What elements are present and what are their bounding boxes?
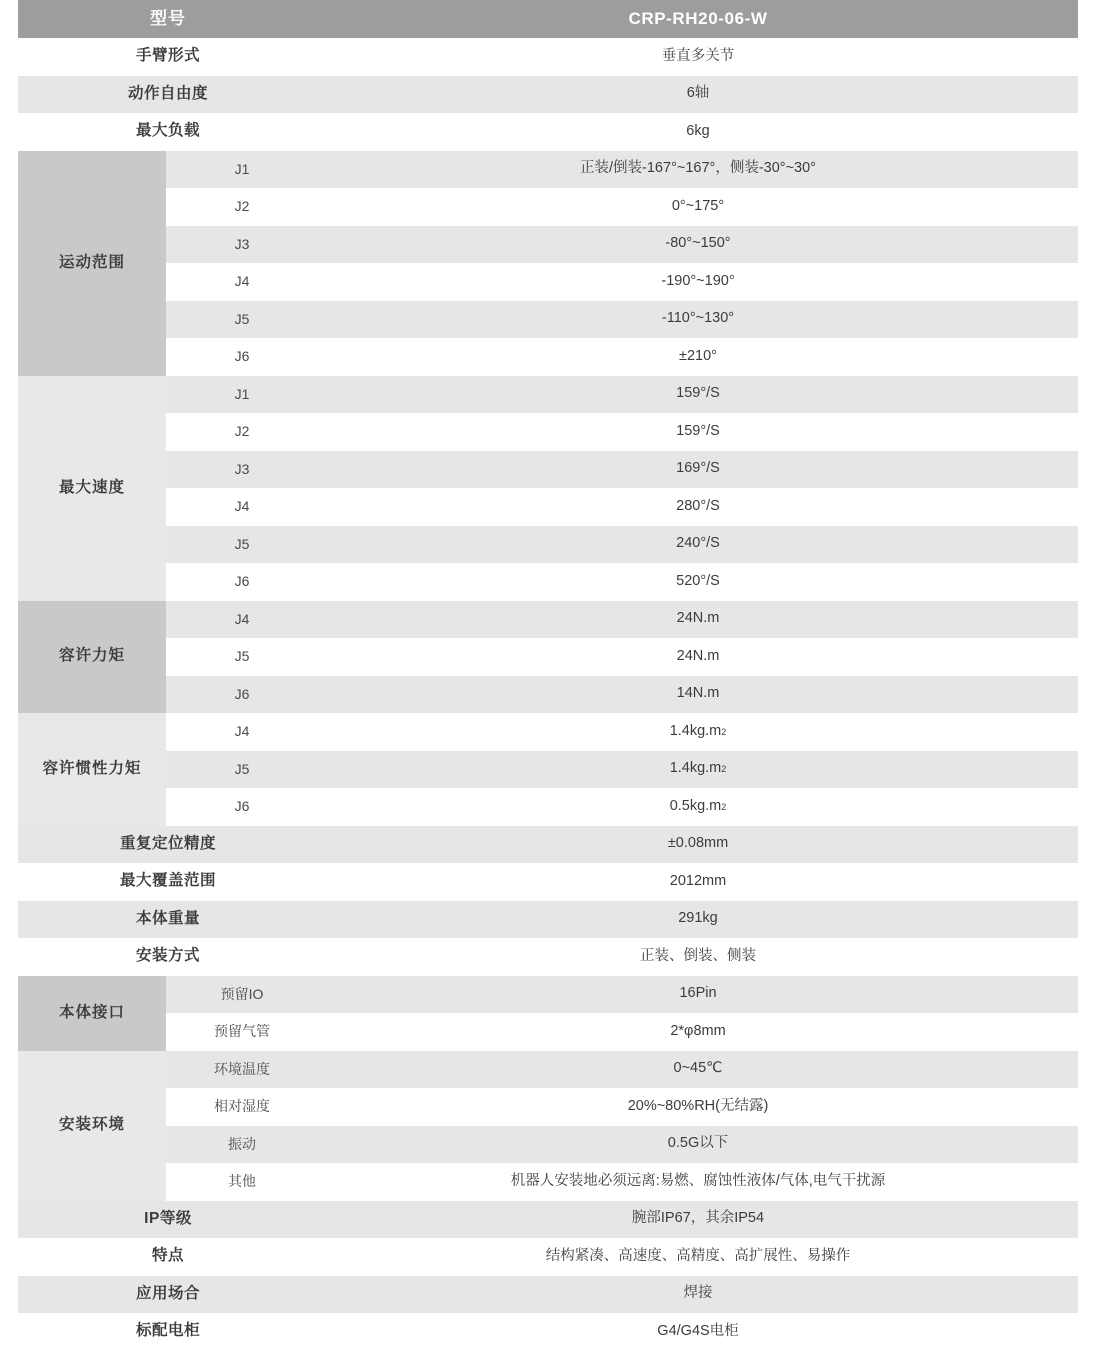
row-sublabel: J5 [234, 648, 250, 665]
table-row [18, 1163, 1078, 1201]
row-value: 机器人安装地必须远离:易燃、腐蚀性液体/气体,电气干扰源 [510, 1172, 886, 1189]
row-value: 垂直多关节 [661, 47, 735, 64]
table-row [18, 338, 1078, 376]
row-label: 应用场合 [135, 1284, 200, 1302]
table-row [18, 826, 1078, 864]
row-label: 动作自由度 [127, 84, 208, 102]
row-value: 159°/S [676, 385, 720, 402]
table-row [18, 1013, 1078, 1051]
row-sublabel: J1 [234, 160, 250, 177]
row-sublabel: 环境温度 [214, 1060, 270, 1077]
row-value: 2012mm [669, 872, 727, 889]
row-value: 6kg [686, 122, 710, 139]
table-row [18, 1051, 1078, 1089]
row-sublabel: J1 [234, 385, 250, 402]
row-value: ±210° [679, 347, 717, 364]
row-value: 6轴 [686, 85, 710, 102]
table-row [18, 301, 1078, 339]
table-row [18, 413, 1078, 451]
row-value: -110°~130° [661, 310, 735, 327]
row-value: 0~45℃ [673, 1060, 723, 1077]
table-row [18, 601, 1078, 639]
row-label: IP等级 [144, 1209, 192, 1227]
row-value: 结构紧凑、高速度、高精度、高扩展性、易操作 [545, 1247, 851, 1264]
table-row [18, 1238, 1078, 1276]
row-value: 240°/S [676, 535, 720, 552]
table-row [18, 1313, 1078, 1351]
row-value: 1.4kg.m 2 [669, 722, 727, 739]
table-row [18, 188, 1078, 226]
row-value: 焊接 [683, 1285, 713, 1302]
table-row [18, 976, 1078, 1014]
row-sublabel: 其他 [228, 1173, 256, 1190]
row-label: 安装方式 [135, 947, 200, 965]
table-row [18, 263, 1078, 301]
table-row [18, 1088, 1078, 1126]
row-sublabel: J6 [234, 573, 250, 590]
table-header-row [18, 0, 1078, 38]
group-label: 运动范围 [58, 253, 125, 271]
row-label: 手臂形式 [135, 47, 200, 65]
table-row [18, 901, 1078, 939]
row-value: 2*φ8mm [670, 1022, 726, 1039]
row-value: ±0.08mm [667, 835, 729, 852]
row-sublabel: J3 [234, 460, 250, 477]
row-sublabel: J6 [234, 348, 250, 365]
row-value: -80°~150° [665, 235, 731, 252]
row-label: 最大负载 [135, 122, 200, 140]
row-sublabel: J6 [234, 685, 250, 702]
row-value: 24N.m [676, 610, 720, 627]
group-label: 本体接口 [58, 1003, 125, 1021]
row-value: -190°~190° [661, 272, 735, 289]
row-value: 16Pin [679, 985, 717, 1002]
table-row [18, 788, 1078, 826]
row-sublabel: J5 [234, 760, 250, 777]
row-value: 腕部IP67，其余IP54 [631, 1210, 765, 1227]
row-sublabel: J5 [234, 535, 250, 552]
row-value: 520°/S [676, 572, 720, 589]
table-row [18, 376, 1078, 414]
row-sublabel: J2 [234, 198, 250, 215]
row-value: 159°/S [676, 422, 720, 439]
row-value: 14N.m [676, 685, 720, 702]
row-value: G4/G4S电柜 [657, 1322, 739, 1339]
table-row [18, 451, 1078, 489]
row-value: 1.4kg.m 2 [669, 760, 727, 777]
row-value: 280°/S [676, 497, 720, 514]
table-row [18, 563, 1078, 601]
group-label: 容许力矩 [58, 647, 125, 665]
row-value: 24N.m [676, 647, 720, 664]
table-row [18, 76, 1078, 114]
row-value: 正装/倒装-167°~167°，侧装-30°~30° [580, 160, 816, 177]
table-row [18, 863, 1078, 901]
row-value: 291kg [678, 910, 718, 927]
specification-table [18, 0, 1078, 1351]
row-value: 169°/S [676, 460, 720, 477]
group-label: 最大速度 [58, 478, 125, 496]
table-row [18, 1201, 1078, 1239]
row-sublabel: J2 [234, 423, 250, 440]
table-row [18, 526, 1078, 564]
table-row [18, 638, 1078, 676]
row-label: 标配电柜 [135, 1322, 200, 1340]
table-row [18, 113, 1078, 151]
row-sublabel: J5 [234, 310, 250, 327]
row-label: 最大覆盖范围 [119, 872, 216, 890]
group-label: 容许惯性力矩 [42, 759, 142, 777]
table-row [18, 1126, 1078, 1164]
table-row [18, 676, 1078, 714]
row-value: 0°~175° [671, 197, 725, 214]
row-value: 0.5G以下 [667, 1135, 729, 1152]
row-sublabel: J4 [234, 273, 250, 290]
table-row [18, 488, 1078, 526]
header-label: 型号 [150, 8, 186, 28]
row-sublabel: J4 [234, 498, 250, 515]
table-row [18, 151, 1078, 189]
table-row [18, 1276, 1078, 1314]
row-sublabel: 预留气管 [214, 1023, 270, 1040]
row-sublabel: 预留IO [220, 985, 264, 1002]
row-label: 特点 [151, 1247, 184, 1265]
row-value: 20%~80%RH(无结露) [627, 1097, 769, 1114]
table-row [18, 751, 1078, 789]
table-row [18, 226, 1078, 264]
row-label: 本体重量 [135, 909, 200, 927]
table-row [18, 938, 1078, 976]
header-model: CRP-RH20-06-W [628, 8, 768, 28]
row-sublabel: J3 [234, 235, 250, 252]
group-label: 安装环境 [58, 1116, 125, 1134]
table-row [18, 713, 1078, 751]
row-sublabel: J6 [234, 798, 250, 815]
row-sublabel: 振动 [228, 1135, 256, 1152]
row-sublabel: J4 [234, 610, 250, 627]
table-row [18, 38, 1078, 76]
row-label: 重复定位精度 [119, 834, 216, 852]
row-value: 正装、倒装、侧装 [640, 947, 756, 964]
row-value: 0.5kg.m 2 [669, 797, 727, 814]
row-sublabel: J4 [234, 723, 250, 740]
row-sublabel: 相对湿度 [214, 1098, 270, 1115]
